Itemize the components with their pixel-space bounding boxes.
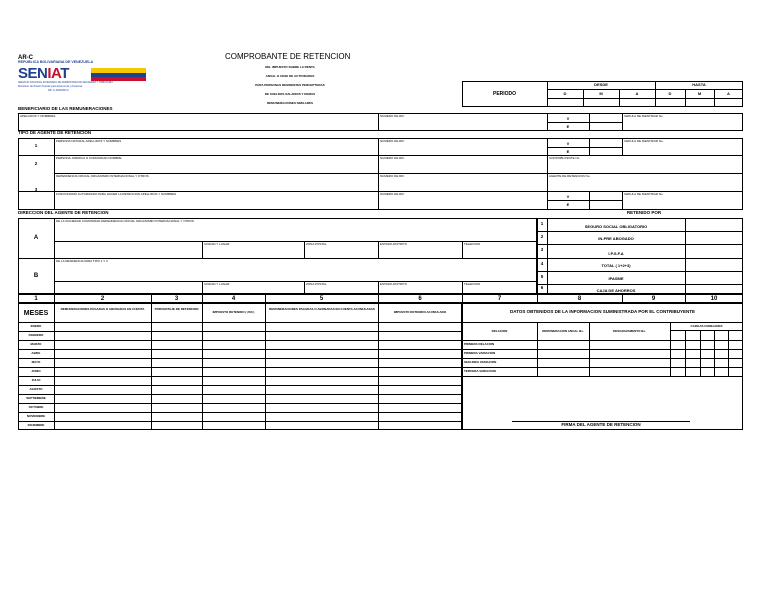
b-ciudad-label: CIUDAD Y LUGAR bbox=[204, 282, 230, 286]
direccion-a-desc: DE LA SOCIEDAD COMUNIDAD DEPENDENCIA OFICIAL ORGANISMO INTERNACIONAL Y OTROS bbox=[56, 219, 194, 223]
direccion-box bbox=[18, 218, 537, 294]
retenido-6-label: CAJA DE AHORROS bbox=[596, 288, 636, 293]
beneficiario-cedula-label: CEDULA DE IDENTIDAD No. bbox=[624, 114, 664, 118]
header-remuneraciones: REMUNERACIONES PAGADAS O ABONADAS EN CUENTA bbox=[60, 307, 145, 311]
cargas-header: CARGAS FAMILIARES bbox=[690, 324, 723, 328]
col-num-8: 8 bbox=[577, 296, 582, 302]
periodo-m2: M bbox=[697, 91, 702, 96]
retenido-4-label: TOTAL ( 1+2+3) bbox=[601, 263, 631, 268]
firma-label: FIRMA DEL AGENTE DE RETENCION bbox=[561, 422, 641, 427]
month-row-divider bbox=[18, 331, 462, 332]
tipo-row1-e: E bbox=[566, 149, 570, 154]
beneficiario-title: BENEFICIARIO DE LAS REMUNERACIONES bbox=[18, 106, 113, 111]
header-impuesto-acumulado: IMPUESTO RETENIDO ACUMULADO bbox=[393, 310, 447, 314]
periodo-label: PERIODO bbox=[493, 91, 517, 97]
month-row-divider bbox=[18, 340, 462, 341]
tipo-row4-right: CEDULA DE IDENTIDAD No. bbox=[624, 192, 664, 196]
logo-republic: REPUBLICA BOLIVARIANA DE VENEZUELA bbox=[18, 60, 94, 64]
form-code: AR-C bbox=[18, 55, 33, 61]
header-remuneraciones-acumuladas: REMUNERACIONES PAGADAS O ABONADAS EN CUENTA ACUMULADAS bbox=[269, 307, 375, 311]
retenido-6-num: 6 bbox=[540, 285, 544, 290]
tipo-row3-label: DEPENDENCIA OFICIAL ORGANISMO INTERNACIONAL Y OTROS bbox=[56, 174, 149, 178]
month-label: ENERO bbox=[30, 324, 42, 328]
tipo-row4-num: 3 bbox=[34, 187, 38, 192]
tipo-agente-title: TIPO DE AGENTE DE RETENCION bbox=[18, 130, 92, 135]
a-zona-label: ZONA POSTAL bbox=[306, 242, 327, 246]
periodo-d1: D bbox=[563, 91, 567, 96]
month-row-divider bbox=[18, 385, 462, 386]
tipo-row4-label: FUNCIONARIO AUTORIZADO PARA HACER LA RETENCION APELLIDOS Y NOMBRES bbox=[56, 192, 177, 196]
tipo-row1-num: 1 bbox=[34, 143, 38, 148]
header-impuesto-retenido: IMPUESTO RETENIDO ( 2X3 ) bbox=[212, 310, 255, 314]
periodo-d2: D bbox=[668, 91, 672, 96]
beneficiario-rif-label: NUMERO DE RIF: bbox=[380, 114, 405, 118]
tipo-row1-label: PERSONA NATURAL APELLIDOS Y NOMBRES bbox=[56, 139, 122, 143]
month-label: ABRIL bbox=[31, 351, 41, 355]
month-row-divider bbox=[18, 421, 462, 422]
month-row-divider bbox=[18, 358, 462, 359]
retenido-2-label: IN-PRE ABOGADO bbox=[598, 236, 634, 241]
retenido-por-title: RETENIDO POR bbox=[626, 210, 662, 215]
month-row-divider bbox=[18, 367, 462, 368]
relacion-header: RELACION bbox=[491, 329, 508, 333]
month-label: FEBRERO bbox=[28, 333, 44, 337]
relacion-row-2: PRIMERA VARIACION bbox=[464, 351, 496, 355]
month-label: OCTUBRE bbox=[28, 405, 44, 409]
beneficiario-v: V bbox=[566, 116, 570, 121]
col-num-6: 6 bbox=[418, 296, 422, 302]
month-label: JUNIO bbox=[31, 369, 41, 373]
month-row-divider bbox=[18, 403, 462, 404]
col-num-7: 7 bbox=[497, 296, 502, 302]
tipo-row1-v: V bbox=[566, 141, 570, 146]
retenido-2-num: 2 bbox=[540, 234, 544, 239]
logo-sub-1: SERVICIO NACIONAL INTEGRADO DE ADMINISTRACION ADUANERA Y TRIBUTARIA bbox=[18, 81, 113, 84]
title-line-2: ANUAL O CESE DE ACTIVIDADES bbox=[265, 74, 315, 78]
tipo-row3-rif: NUMERO DE RIF: bbox=[380, 174, 405, 178]
col-num-1: 1 bbox=[34, 296, 38, 302]
col-num-9: 9 bbox=[651, 296, 656, 302]
title-line-1: DEL IMPUESTO SOBRE LA RENTA bbox=[265, 65, 315, 69]
rem-anual-header: REMUNERACION ANUAL Bs. bbox=[542, 329, 584, 333]
relacion-row-4: TERCERA VARIACION bbox=[464, 369, 496, 373]
periodo-m1: M bbox=[599, 91, 603, 96]
direccion-title: DIRECCION DEL AGENTE DE RETENCION bbox=[18, 210, 109, 215]
header-porcentaje: PORCENTAJE DE RETENCION bbox=[154, 307, 199, 311]
tipo-row2-right: CONTRIBUYENTE No. bbox=[549, 156, 581, 160]
direccion-b-desc: DE LA RESIDENCIA PARA TIPO 1 Y 3 bbox=[56, 259, 108, 263]
b-telefono-label: TELEFONO bbox=[464, 282, 481, 286]
retenido-4-num: 4 bbox=[540, 261, 544, 266]
seniat-logo bbox=[18, 61, 148, 97]
title-line-3: PARA PERSONAS RESIDENTES PERCEPTORAS bbox=[255, 83, 325, 87]
b-zona-label: ZONA POSTAL bbox=[306, 282, 327, 286]
relacion-row-3: SEGUNDA VARIACION bbox=[464, 360, 497, 364]
retenido-5-label: IPASME bbox=[608, 276, 624, 281]
col-num-3: 3 bbox=[174, 296, 179, 302]
month-label: AGOSTO bbox=[29, 387, 43, 391]
logo-sub-3: RIF: G-20000303-0 bbox=[48, 89, 69, 92]
a-ciudad-label: CIUDAD Y LUGAR bbox=[204, 242, 230, 246]
periodo-a1: A bbox=[635, 91, 639, 96]
month-label: DICIEMBRE bbox=[27, 423, 45, 427]
col-num-5: 5 bbox=[319, 296, 324, 302]
retenido-1-label: SEGURO SOCIAL OBLIGATORIO bbox=[584, 224, 648, 229]
a-estado-label: ESTADO-DISTRITO bbox=[380, 242, 408, 246]
tipo-row2-label: PERSONA JURIDICA O COMUNIDAD NOMBRE bbox=[56, 156, 122, 160]
month-label: JULIO bbox=[31, 378, 41, 382]
tipo-row4-e: E bbox=[566, 202, 570, 207]
month-label: MAYO bbox=[31, 360, 41, 364]
tipo-row1-rif: NUMERO DE RIF: bbox=[380, 139, 405, 143]
tipo-row2-rif: NUMERO DE RIF: bbox=[380, 156, 405, 160]
month-row-divider bbox=[18, 412, 462, 413]
month-label: SEPTIEMBRE bbox=[26, 396, 46, 400]
retenido-1-num: 1 bbox=[540, 221, 544, 226]
desgravamenes-header: DESGRAVAMENTO Bs. bbox=[613, 329, 646, 333]
tipo-row4-v: V bbox=[566, 194, 570, 199]
tipo-row2-num: 2 bbox=[34, 161, 38, 166]
col-num-2: 2 bbox=[100, 296, 105, 302]
relacion-row-1: PRIMERA RELACION bbox=[464, 342, 495, 346]
month-label: MARZO bbox=[30, 342, 42, 346]
logo-seniat: SENIAT bbox=[18, 65, 69, 82]
month-row-divider bbox=[18, 394, 462, 395]
b-estado-label: ESTADO-DISTRITO bbox=[380, 282, 408, 286]
direccion-a-label: A bbox=[33, 235, 39, 241]
retenido-3-label: I.P.S.F.A bbox=[608, 251, 624, 256]
col-num-4: 4 bbox=[231, 296, 236, 302]
logo-sub-2: Ministerio del Poder Popular para Economía y Finanzas bbox=[18, 85, 83, 88]
month-label: NOVIEMBRE bbox=[26, 414, 46, 418]
beneficiario-e: E bbox=[566, 124, 570, 129]
periodo-hasta: HASTA bbox=[692, 82, 706, 87]
apellidos-label: APELLIDOS Y NOMBRES bbox=[20, 114, 56, 118]
tipo-row1-right: CEDULA DE IDENTIDAD No. bbox=[624, 139, 664, 143]
direccion-b-label: B bbox=[33, 273, 39, 279]
retenido-5-num: 5 bbox=[540, 274, 544, 279]
col-num-10: 10 bbox=[710, 296, 718, 302]
datos-title: DATOS OBTENIDOS DE LA INFORMACION SUMINISTRADA POR EL CONTRIBUYENTE bbox=[510, 309, 695, 314]
meses-header: MESES bbox=[23, 310, 49, 317]
periodo-desde: DESDE bbox=[594, 82, 608, 87]
tipo-row3-right: AGENTE DE RETENCION No. bbox=[549, 174, 591, 178]
month-row-divider bbox=[18, 376, 462, 377]
title-line-4: DE SUELDOS SALARIOS Y DEMAS bbox=[264, 92, 316, 96]
form-title: COMPROBANTE DE RETENCION bbox=[225, 52, 351, 61]
retenido-por-box bbox=[537, 218, 743, 294]
title-line-5: REMUNERACIONES SIMILARES bbox=[266, 101, 313, 105]
retenido-3-num: 3 bbox=[540, 247, 544, 252]
periodo-a2: A bbox=[727, 91, 730, 96]
month-row-divider bbox=[18, 349, 462, 350]
a-telefono-label: TELEFONO bbox=[464, 242, 481, 246]
tipo-row4-rif: NUMERO DE RIF: bbox=[380, 192, 405, 196]
